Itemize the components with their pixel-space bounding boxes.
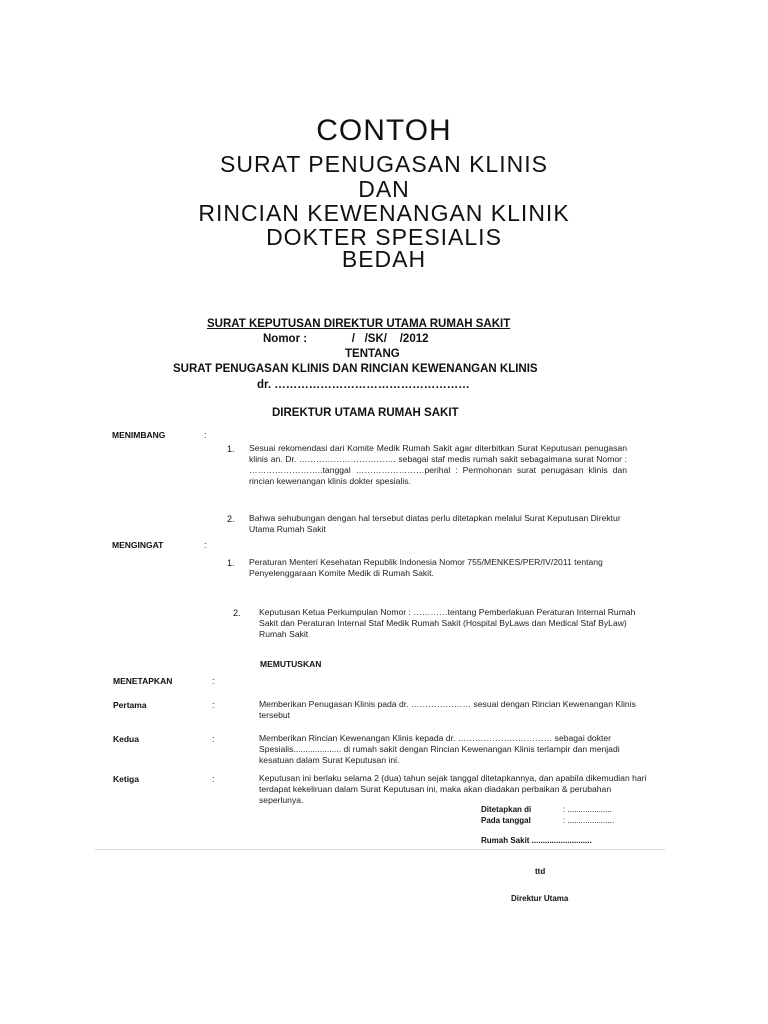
decree-tentang: TENTANG xyxy=(345,348,400,360)
decision-pertama-label: Pertama xyxy=(113,700,147,710)
menimbang-colon: : xyxy=(204,430,207,440)
menimbang-item-1-text: Sesuai rekomendasi dari Komite Medik Rumah Sakit agar diterbitkan Surat Keputusan penugasan klinis an. Dr. ……………………………. sebagai staf medis rumah sakit sebagaimana surat Nomor : ……………………..tanggal ……………………perihal : Permohonan surat penugasan klinis dan rincian kewenangan klinis dokter spesialis. xyxy=(249,443,627,486)
mengingat-item-1-number: 1. xyxy=(227,558,235,568)
cover-subtitle-line-4: DOKTER SPESIALIS xyxy=(266,224,502,250)
decision-pertama-text: Memberikan Penugasan Klinis pada dr. ………………… sesuai dengan Rincian Kewenangan Klinis tersebut xyxy=(259,699,636,720)
director-title: Direktur Utama xyxy=(511,894,569,903)
director-heading: DIREKTUR UTAMA RUMAH SAKIT xyxy=(272,407,459,419)
decision-kedua-text: Memberikan Rincian Kewenangan Klinis kepada dr. …………………………… sebagai dokter Spesialis.................... di rumah sakit dengan Rincian Kewenangan Klinis terlampir dan menjadi kesatuan dalam Surat Keputusan ini. xyxy=(259,733,620,765)
ttd-mark: ttd xyxy=(535,867,546,876)
cover-title: CONTOH xyxy=(316,114,452,147)
mengingat-item-2-text: Keputusan Ketua Perkumpulan Nomor : …………tentang Pemberlakuan Peraturan Internal Rumah Sakit dan Peraturan Internal Staf Medik Rumah Sakit (Hospital ByLaws dan Medical Staf ByLaw) Rumah Sakit xyxy=(259,607,636,639)
ditetapkan-label: Ditetapkan di xyxy=(481,805,532,814)
mengingat-item-1-text: Peraturan Menteri Kesehatan Republik Indonesia Nomor 755/MENKES/PER/IV/2011 tentang Penyelenggaraan Komite Medik di Rumah Sakit. xyxy=(249,557,603,578)
decision-kedua-label: Kedua xyxy=(113,734,139,744)
ditetapkan-value: : .................... xyxy=(563,805,612,814)
menimbang-item-2-number: 2. xyxy=(227,514,235,524)
mengingat-label: MENGINGAT xyxy=(112,540,164,550)
decision-kedua-colon: : xyxy=(212,734,215,744)
cover-subtitle-line-5: BEDAH xyxy=(341,246,427,272)
mengingat-colon: : xyxy=(204,540,207,550)
menimbang-label: MENIMBANG xyxy=(112,430,166,440)
decision-ketiga-text: Keputusan ini berlaku selama 2 (dua) tahun sejak tanggal ditetapkannya, dan apabila dikemudian hari terdapat kekeliruan dalam Surat Keputusan ini, maka akan diadakan perbaikan & perubahan seperlunya. xyxy=(259,773,647,805)
menetapkan-colon: : xyxy=(212,676,215,686)
tanggal-label: Pada tanggal xyxy=(481,816,531,825)
divider-line xyxy=(95,849,665,850)
memutuskan-heading: MEMUTUSKAN xyxy=(260,659,322,669)
menetapkan-label: MENETAPKAN xyxy=(113,676,173,686)
decision-ketiga-colon: : xyxy=(212,774,215,784)
decree-title: SURAT KEPUTUSAN DIREKTUR UTAMA RUMAH SAKIT xyxy=(207,318,511,330)
decision-pertama-colon: : xyxy=(212,700,215,710)
decree-subject: SURAT PENUGASAN KLINIS DAN RINCIAN KEWENANGAN KLINIS xyxy=(173,363,538,375)
cover-subtitle-line-3: RINCIAN KEWENANGAN KLINIK xyxy=(198,200,570,226)
cover-subtitle-line-2: DAN xyxy=(358,176,410,202)
decree-number: Nomor : / /SK/ /2012 xyxy=(263,333,429,345)
menimbang-item-2-text: Bahwa sehubungan dengan hal tersebut diatas perlu ditetapkan melalui Surat Keputusan Direktur Utama Rumah Sakit xyxy=(249,513,621,534)
decree-doctor-name: dr. …………………………………………… xyxy=(257,379,470,391)
rumah-sakit-line: Rumah Sakit ........................... xyxy=(481,836,592,845)
menimbang-item-1-number: 1. xyxy=(227,444,235,454)
decision-ketiga-label: Ketiga xyxy=(113,774,139,784)
tanggal-value: : ..................... xyxy=(563,816,615,825)
cover-subtitle-line-1: SURAT PENUGASAN KLINIS xyxy=(220,151,548,177)
mengingat-item-2-number: 2. xyxy=(233,608,241,618)
